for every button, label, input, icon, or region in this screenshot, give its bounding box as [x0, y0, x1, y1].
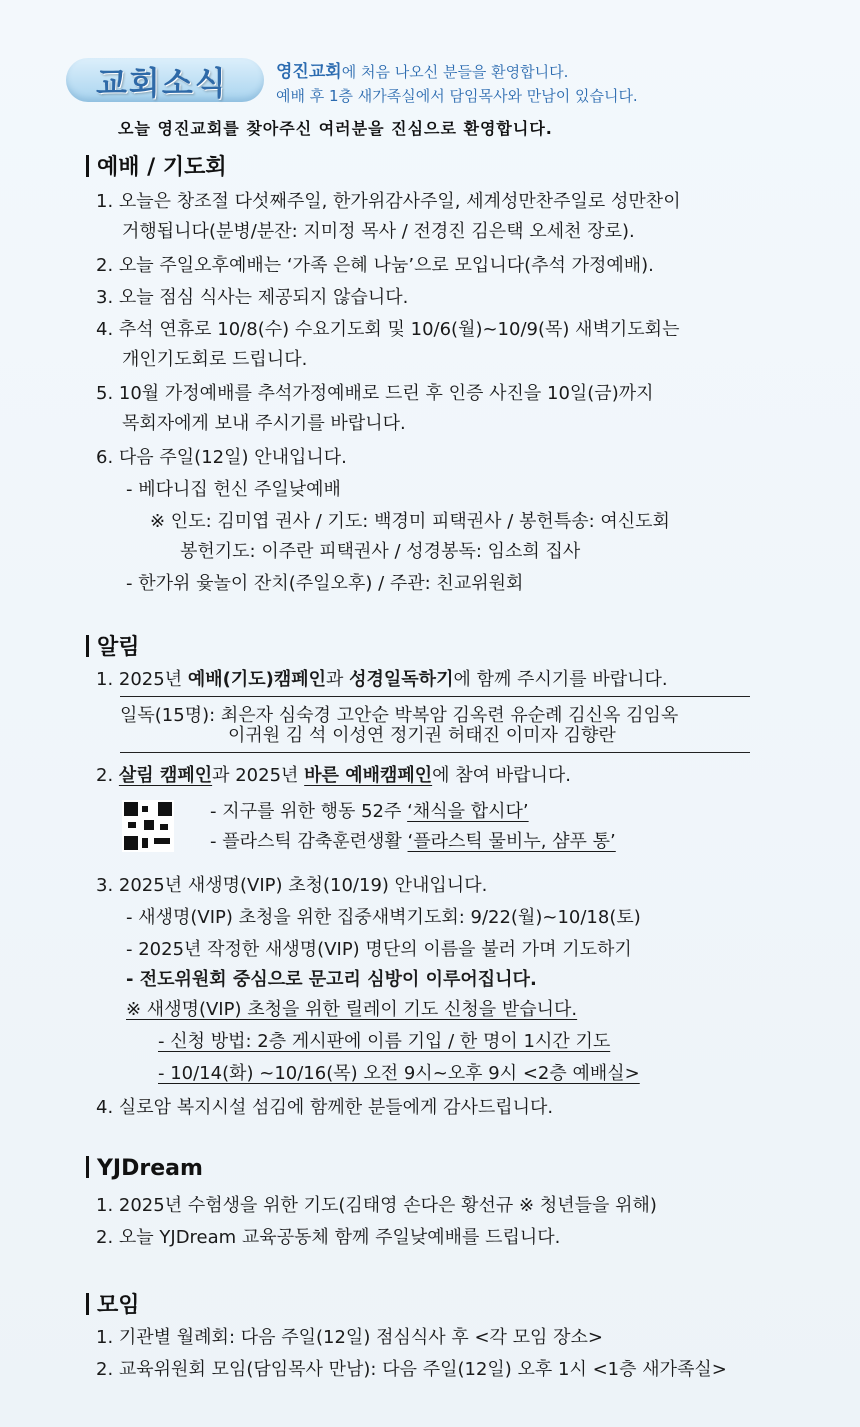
worship-item-6a: - 베다니집 헌신 주일낮예배	[126, 479, 341, 500]
notice-item-3e: - 신청 방법: 2층 게시판에 이름 기입 / 한 명이 1시간 기도	[158, 1031, 611, 1052]
notice-item-3b: - 2025년 작정한 새생명(VIP) 명단의 이름을 불러 가며 기도하기	[126, 939, 632, 960]
reading-list-2: 이귀원 김 석 이성연 정기권 허태진 이미자 김향란	[228, 725, 616, 746]
notice-item-3f: - 10/14(화) ~10/16(목) 오전 9시~오후 9시 <2층 예배실>	[158, 1063, 640, 1084]
notice-item-2b: - 플라스틱 감축훈련생활 ‘플라스틱 물비누, 샴푸 통’	[210, 831, 616, 852]
worship-item-6: 6. 다음 주일(12일) 안내입니다.	[96, 447, 347, 468]
church-news-badge-label: 교회소식	[96, 64, 228, 102]
notice-item-3: 3. 2025년 새생명(VIP) 초청(10/19) 안내입니다.	[96, 875, 488, 896]
notice-item-3c: - 전도위원회 중심으로 문고리 심방이 이루어집니다.	[126, 969, 537, 990]
worship-item-1-cont: 거행됩니다(분병/분잔: 지미정 목사 / 전경진 김은택 오세천 장로).	[122, 221, 635, 242]
worship-item-4: 4. 추석 연휴로 10/8(수) 수요기도회 및 10/6(월)~10/9(목) 새벽기도회는	[96, 319, 680, 340]
worship-item-5-cont: 목회자에게 보내 주시기를 바랍니다.	[122, 413, 406, 434]
yjdream-item-1: 1. 2025년 수험생을 위한 기도(김태영 손다은 황선규 ※ 청년들을 위해)	[96, 1195, 657, 1216]
notice-item-1: 1. 2025년 예배(기도)캠페인과 성경일독하기에 함께 주시기를 바랍니다.	[96, 669, 668, 690]
qr-code-icon[interactable]	[122, 800, 174, 852]
worship-item-6d: - 한가위 윷놀이 잔치(주일오후) / 주관: 친교위원회	[126, 573, 524, 594]
worship-item-5: 5. 10월 가정예배를 추석가정예배로 드린 후 인증 사진을 10일(금)까지	[96, 383, 654, 404]
section-title-notice: 알림	[86, 630, 140, 661]
welcome-line2: 예배 후 1층 새가족실에서 담임목사와 만남이 있습니다.	[276, 87, 638, 105]
divider	[120, 752, 750, 753]
worship-item-2: 2. 오늘 주일오후예배는 ‘가족 은혜 나눔’으로 모입니다(추석 가정예배).	[96, 255, 654, 276]
meeting-item-1: 1. 기관별 월례회: 다음 주일(12일) 점심식사 후 <각 모임 장소>	[96, 1327, 603, 1348]
section-title-meeting: 모임	[86, 1288, 140, 1319]
worship-item-1: 1. 오늘은 창조절 다섯째주일, 한가위감사주일, 세계성만찬주일로 성만찬이	[96, 191, 681, 212]
newcomer-welcome	[276, 60, 638, 108]
notice-item-3a: - 새생명(VIP) 초청을 위한 집중새벽기도회: 9/22(월)~10/18(토)	[126, 907, 641, 928]
notice-item-3d: ※ 새생명(VIP) 초청을 위한 릴레이 기도 신청을 받습니다.	[126, 999, 578, 1020]
notice-item-4: 4. 실로암 복지시설 섬김에 함께한 분들에게 감사드립니다.	[96, 1097, 554, 1118]
worship-item-6c: 봉헌기도: 이주란 피택권사 / 성경봉독: 임소희 집사	[180, 541, 581, 562]
church-name: 영진교회	[276, 62, 342, 82]
section-title-yjdream: YJDream	[86, 1156, 203, 1181]
worship-item-6b: ※ 인도: 김미엽 권사 / 기도: 백경미 피택권사 / 봉헌특송: 여신도회	[150, 511, 670, 532]
welcome-line1: 에 처음 나오신 분들을 환영합니다.	[341, 63, 569, 81]
divider	[120, 696, 750, 697]
meeting-item-2: 2. 교육위원회 모임(담임목사 만남): 다음 주일(12일) 오후 1시 <1층 새가족실>	[96, 1359, 727, 1380]
worship-item-3: 3. 오늘 점심 식사는 제공되지 않습니다.	[96, 287, 409, 308]
notice-item-2: 2. 살림 캠페인과 2025년 바른 예배캠페인에 참여 바랍니다.	[96, 765, 572, 786]
yjdream-item-2: 2. 오늘 YJDream 교육공동체 함께 주일낮예배를 드립니다.	[96, 1227, 561, 1248]
worship-item-4-cont: 개인기도회로 드립니다.	[122, 349, 308, 370]
welcome-main: 오늘 영진교회를 찾아주신 여러분을 진심으로 환영합니다.	[118, 119, 553, 138]
reading-list-1: 일독(15명): 최은자 심숙경 고안순 박복암 김옥련 유순례 김신옥 김임옥	[120, 705, 679, 726]
notice-item-2a: - 지구를 위한 행동 52주 ‘채식을 합시다’	[210, 801, 529, 822]
section-title-worship: 예배 / 기도회	[86, 150, 227, 181]
